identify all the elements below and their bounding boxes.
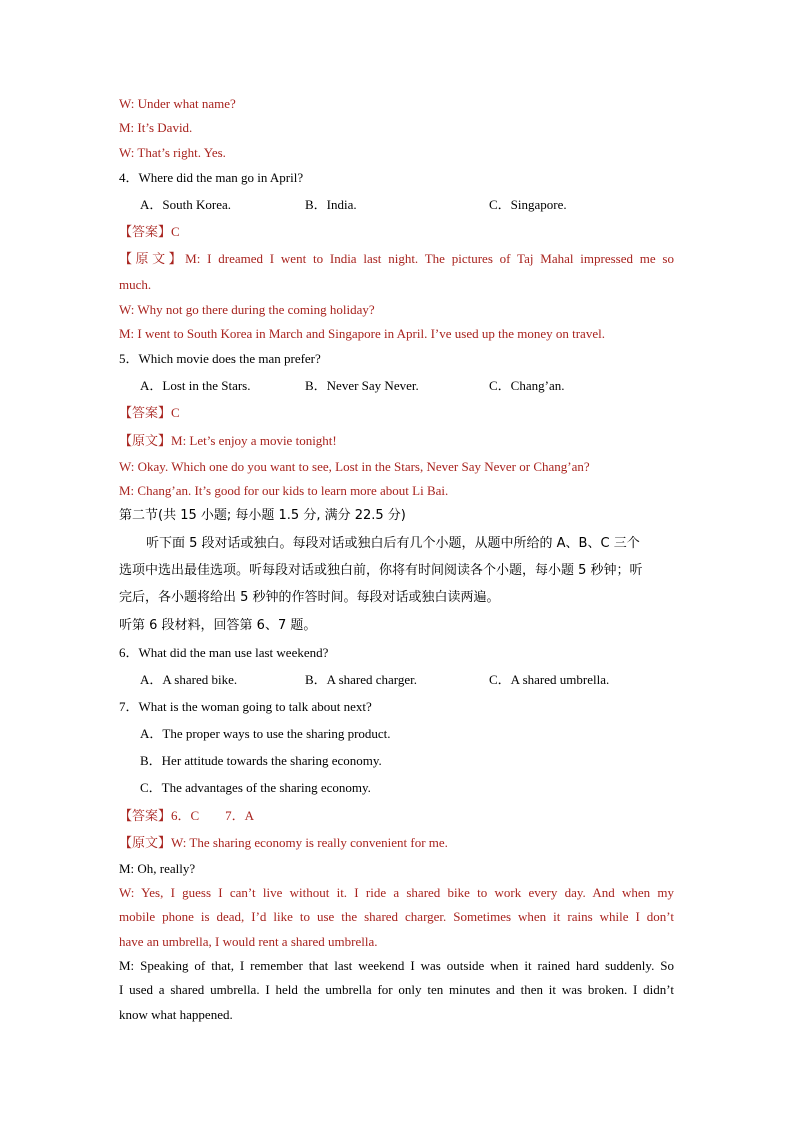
q4-transcript-line: W: Why not go there during the coming holiday? [119,302,375,317]
transcript-text: W: The sharing economy is really convenient for me. [171,835,448,850]
q67-transcript-line [119,834,448,853]
dialogue-line: M: It’s David. [119,120,193,135]
q4-option-a: A．South Korea. [140,197,231,212]
q67-transcript-line: M: Oh, really? [119,861,196,876]
q6-option-c: C．A shared umbrella. [489,672,610,687]
transcript-text: M: I dreamed I went to India last night. The pictures of Taj Mahal impressed me so [185,251,674,266]
transcript-text: M: Let’s enjoy a movie tonight! [171,433,337,448]
instruction-line: 选项中选出最佳选项。听每段对话或独白前，你将有时间阅读各个小题，每小题 5 秒钟；听 [119,563,643,578]
question-6: 6．What did the man use last weekend? [119,645,329,660]
q5-transcript-line: M: Chang’an. It’s good for our kids to learn more about Li Bai. [119,483,449,498]
instruction-line: 完后，各小题将给出 5 秒钟的作答时间。每段对话或独白读两遍。 [119,590,500,605]
q67-transcript-line: I used a shared umbrella. I held the umbrella for only ten minutes and then it was broken. I didn’t [119,982,674,997]
q67-answer [119,807,254,826]
q4-option-b: B．India. [305,197,357,212]
dialogue-line: W: Under what name? [119,96,236,111]
q4-transcript-line [119,250,674,269]
answer-tag: 【答案】 [119,406,172,421]
q7-option-b: B．Her attitude towards the sharing economy. [140,753,382,768]
instruction-line: 听下面 5 段对话或独白。每段对话或独白后有几个小题，从题中所给的 A、B、C 三个 [146,536,640,551]
transcript-tag: 【原文】 [119,434,172,449]
answer-tag: 【答案】 [119,809,172,824]
transcript-tag: 【原文】 [119,252,186,267]
q67-transcript-line: W: Yes, I guess I can’t live without it. I ride a shared bike to work every day. And when my [119,885,674,900]
q67-transcript-line: M: Speaking of that, I remember that last weekend I was outside when it rained hard suddenly. So [119,958,674,973]
q4-answer [119,223,180,242]
question-7: 7．What is the woman going to talk about next? [119,699,372,714]
q5-option-a: A．Lost in the Stars. [140,378,251,393]
q7-option-c: C．The advantages of the sharing economy. [140,780,371,795]
dialogue-line: W: That’s right. Yes. [119,145,226,160]
q6-option-a: A．A shared bike. [140,672,238,687]
q7-option-a: A．The proper ways to use the sharing product. [140,726,391,741]
material-note: 听第 6 段材料，回答第 6、7 题。 [119,618,317,633]
transcript-tag: 【原文】 [119,836,172,851]
question-5: 5．Which movie does the man prefer? [119,351,321,366]
answer-value: 6．C 7．A [171,808,255,823]
q67-transcript-line: mobile phone is dead, I’d like to use the shared charger. Sometimes when it rains while I don’t [119,909,674,924]
q5-transcript-line: W: Okay. Which one do you want to see, Lost in the Stars, Never Say Never or Chang’an? [119,459,590,474]
answer-value: C [171,405,180,420]
q4-transcript-line: M: I went to South Korea in March and Singapore in April. I’ve used up the money on travel. [119,326,605,341]
q4-transcript-line: much. [119,277,152,292]
question-4: 4．Where did the man go in April? [119,170,304,185]
q4-option-c: C．Singapore. [489,197,567,212]
section-heading: 第二节(共 15 小题; 每小题 1.5 分, 满分 22.5 分) [119,508,406,523]
q5-transcript-line [119,432,337,451]
q5-option-b: B．Never Say Never. [305,378,419,393]
answer-value: C [171,224,180,239]
q5-answer [119,404,180,423]
q67-transcript-line: have an umbrella, I would rent a shared umbrella. [119,934,378,949]
answer-tag: 【答案】 [119,225,172,240]
q67-transcript-line: know what happened. [119,1007,233,1022]
q6-option-b: B．A shared charger. [305,672,418,687]
q5-option-c: C．Chang’an. [489,378,565,393]
